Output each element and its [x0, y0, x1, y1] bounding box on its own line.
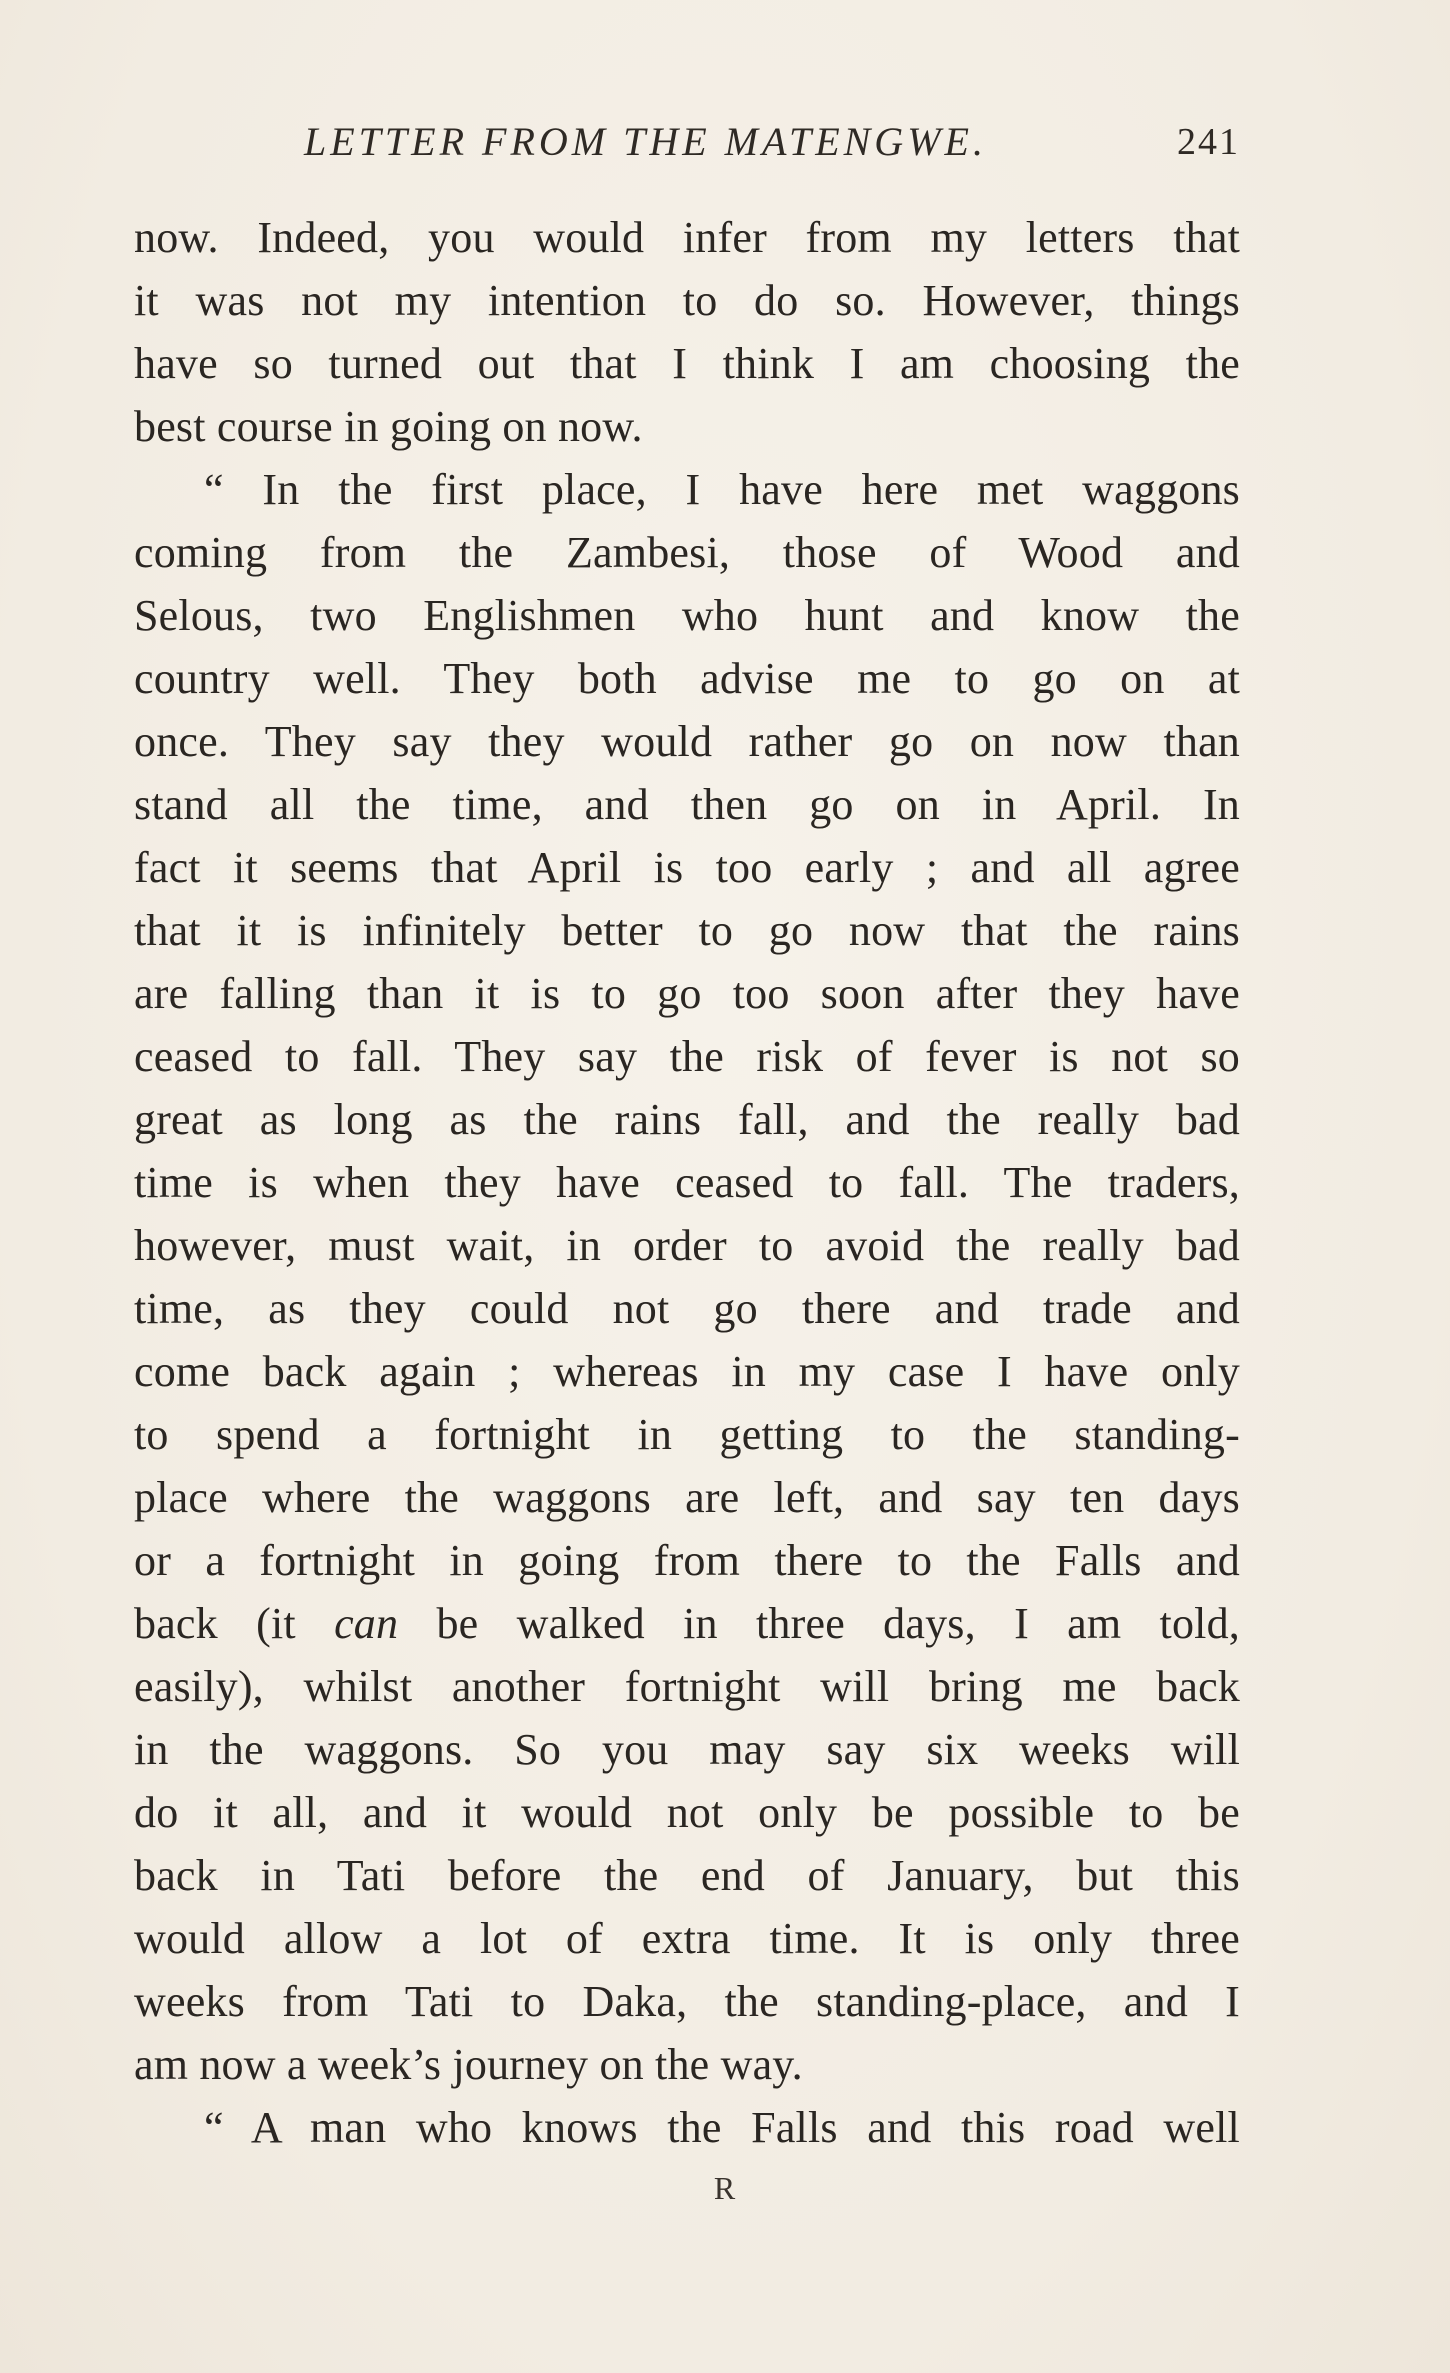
text-line: place where the waggons are left, and say ten days — [134, 1473, 1240, 1522]
text-line: weeks from Tati to Daka, the standing-place, and I — [134, 1977, 1240, 2026]
text-segment: back (it — [134, 1599, 296, 1648]
text-line: stand all the time, and then go on in April. In — [134, 780, 1240, 829]
text-line-with-italic — [134, 1592, 1240, 1655]
running-head — [134, 118, 1240, 168]
text-line: coming from the Zambesi, those of Wood and — [134, 528, 1240, 577]
paragraph-end-line: am now a week’s journey on the way. — [134, 2040, 803, 2089]
text-line: now. Indeed, you would infer from my letters that — [134, 213, 1240, 262]
text-line: time is when they have ceased to fall. The traders, — [134, 1158, 1240, 1207]
paragraph-end-line: best course in going on now. — [134, 402, 643, 451]
text-line: back in Tati before the end of January, but this — [134, 1851, 1240, 1900]
text-line: great as long as the rains fall, and the really bad — [134, 1095, 1240, 1144]
text-line: easily), whilst another fortnight will bring me back — [134, 1662, 1240, 1711]
signature-mark: R — [713, 2170, 737, 2206]
text-line: in the waggons. So you may say six weeks will — [134, 1725, 1240, 1774]
text-segment: be walked in three days, I am told, — [436, 1599, 1241, 1648]
text-line: it was not my intention to do so. However, things — [134, 276, 1240, 325]
text-line: fact it seems that April is too early ; and all agree — [134, 843, 1240, 892]
paragraph-start-line: “ In the first place, I have here met waggons — [204, 465, 1240, 514]
text-line: however, must wait, in order to avoid the really bad — [134, 1221, 1240, 1270]
running-title: LETTER FROM THE MATENGWE. — [304, 119, 987, 164]
text-line: that it is infinitely better to go now that the rains — [134, 906, 1240, 955]
paragraph-start-line: “ A man who knows the Falls and this road well — [204, 2103, 1240, 2152]
page-number: 241 — [1177, 121, 1240, 163]
italic-emphasis: can — [334, 1599, 399, 1648]
text-line: have so turned out that I think I am choosing the — [134, 339, 1240, 388]
text-line: country well. They both advise me to go on at — [134, 654, 1240, 703]
text-line: time, as they could not go there and trade and — [134, 1284, 1240, 1333]
text-line: are falling than it is to go too soon after they have — [134, 969, 1240, 1018]
text-line: come back again ; whereas in my case I have only — [134, 1347, 1240, 1396]
text-line: Selous, two Englishmen who hunt and know the — [134, 591, 1240, 640]
text-line: do it all, and it would not only be possible to be — [134, 1788, 1240, 1837]
text-line: or a fortnight in going from there to the Falls and — [134, 1536, 1240, 1585]
body-text — [134, 206, 1240, 2159]
text-line: once. They say they would rather go on now than — [134, 717, 1240, 766]
text-line: to spend a fortnight in getting to the standing- — [134, 1410, 1240, 1459]
text-line: would allow a lot of extra time. It is only three — [134, 1914, 1240, 1963]
text-line: ceased to fall. They say the risk of fever is not so — [134, 1032, 1240, 1081]
